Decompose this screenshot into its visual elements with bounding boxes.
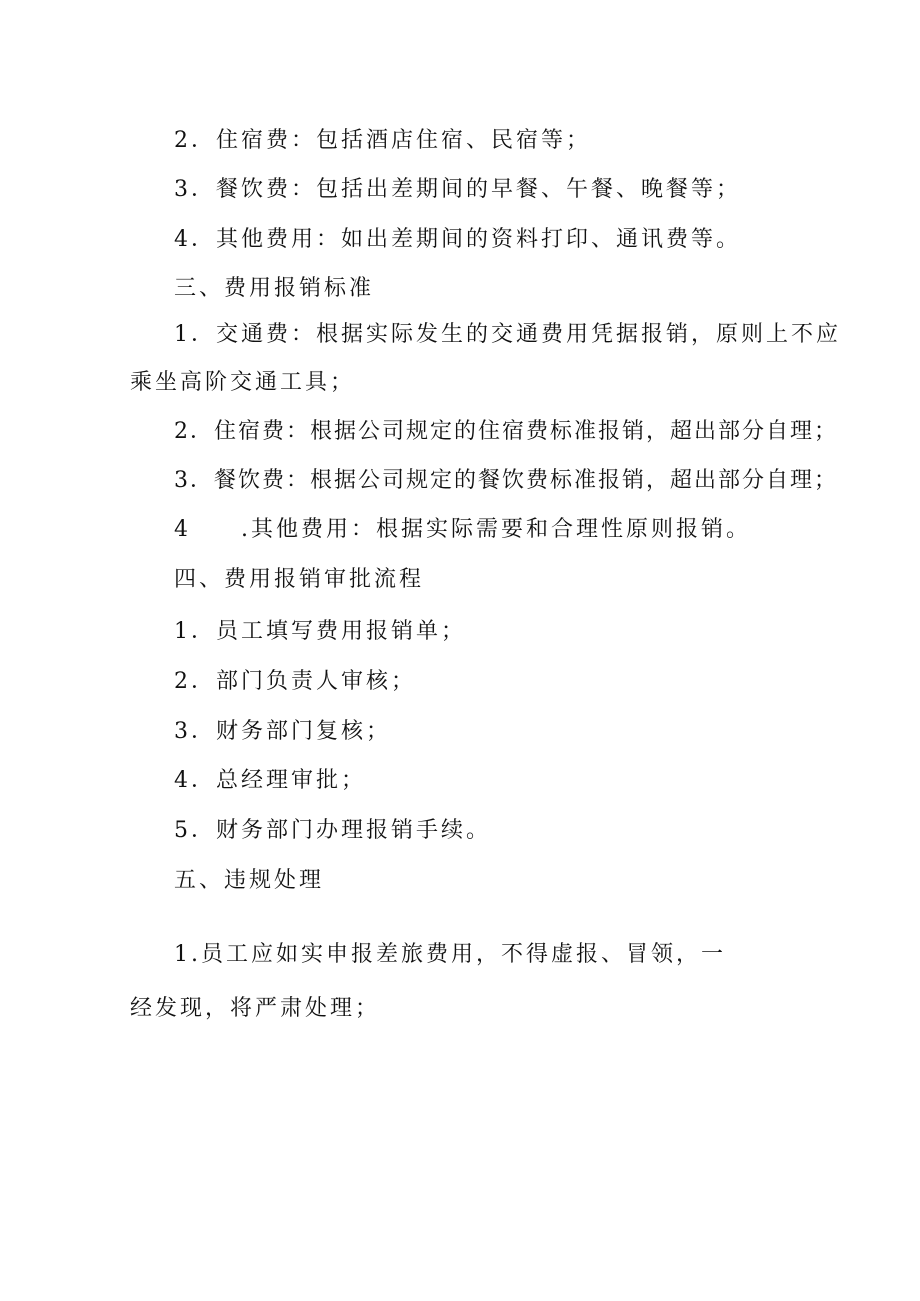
section-heading: 四、费用报销审批流程 xyxy=(174,567,425,592)
text-line: 4．其他费用：如出差期间的资料打印、通讯费等。 xyxy=(174,227,741,252)
text-line: 1.员工应如实申报差旅费用，不得虚报、冒领，一 xyxy=(174,942,726,967)
text-line: 1．交通费：根据实际发生的交通费用凭据报销，原则上不应 xyxy=(174,322,841,347)
text-line: 2．住宿费：根据公司规定的住宿费标准报销，超出部分自理； xyxy=(174,419,838,444)
text-line: 3．餐饮费：根据公司规定的餐饮费标准报销，超出部分自理； xyxy=(174,468,838,493)
section-heading: 五、违规处理 xyxy=(174,868,325,893)
text-line: 乘坐高阶交通工具； xyxy=(130,370,356,395)
section-heading: 三、费用报销标准 xyxy=(174,276,375,301)
text-line: 4 .其他费用：根据实际需要和合理性原则报销。 xyxy=(174,517,751,542)
text-line: 1．员工填写费用报销单； xyxy=(174,619,466,644)
text-line: 2．部门负责人审核； xyxy=(174,669,416,694)
text-line: 经发现，将严肃处理； xyxy=(130,996,381,1021)
text-line: 5．财务部门办理报销手续。 xyxy=(174,818,491,843)
text-line: 3．餐饮费：包括出差期间的早餐、午餐、晚餐等； xyxy=(174,177,741,202)
text-line: 2．住宿费：包括酒店住宿、民宿等； xyxy=(174,128,591,153)
text-line: 3．财务部门复核； xyxy=(174,719,391,744)
text-line: 4．总经理审批； xyxy=(174,768,366,793)
